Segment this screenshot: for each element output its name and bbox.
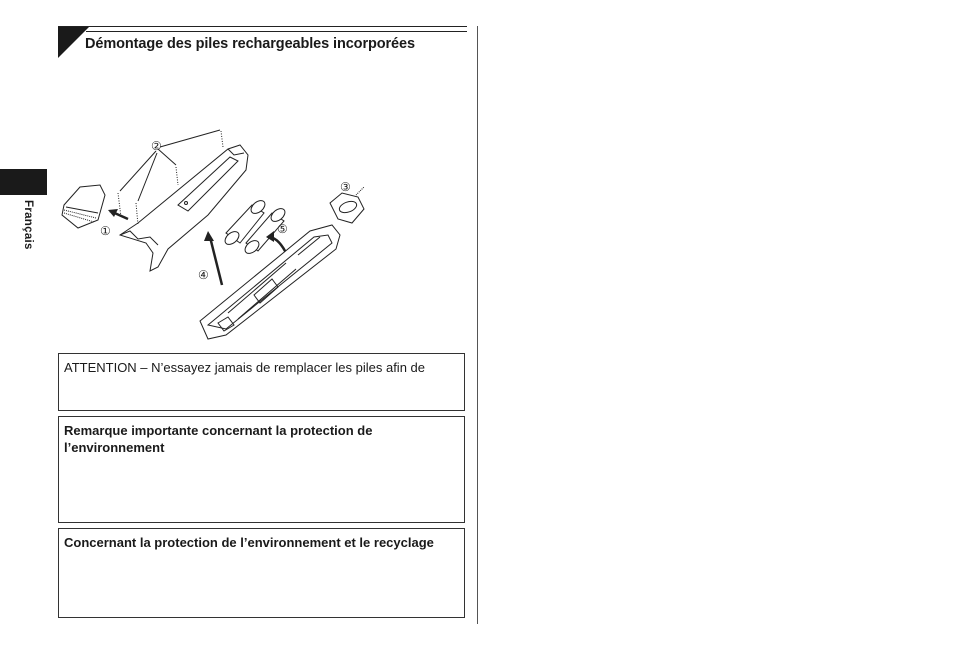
arrow-4-icon <box>210 237 222 285</box>
callout-1: ① <box>100 224 111 238</box>
trimmer-body-part <box>120 145 248 271</box>
callout-5: ⑤ <box>277 222 288 236</box>
attention-text: ATTENTION – N’essayez jamais de remplacer les piles afin de <box>64 360 425 375</box>
battery-removal-illustration <box>58 125 458 350</box>
environment-remark-heading: Remarque importante concernant la protection de l’environnement <box>64 423 373 455</box>
top-rule <box>58 26 467 27</box>
top-rule-inner <box>86 31 467 32</box>
column-divider <box>477 26 478 624</box>
callout-2: ② <box>151 139 162 153</box>
language-tab <box>0 169 47 195</box>
callout-3: ③ <box>340 180 351 194</box>
recycling-note <box>58 528 465 618</box>
blade-head-part <box>62 185 105 228</box>
language-label: Français <box>22 200 34 250</box>
recycling-heading: Concernant la protection de l’environnement et le recyclage <box>64 535 434 550</box>
attention-note <box>58 353 465 411</box>
environment-remark-note <box>58 416 465 523</box>
section-title: Démontage des piles rechargeables incorporées <box>85 36 415 52</box>
callout-4: ④ <box>198 268 209 282</box>
